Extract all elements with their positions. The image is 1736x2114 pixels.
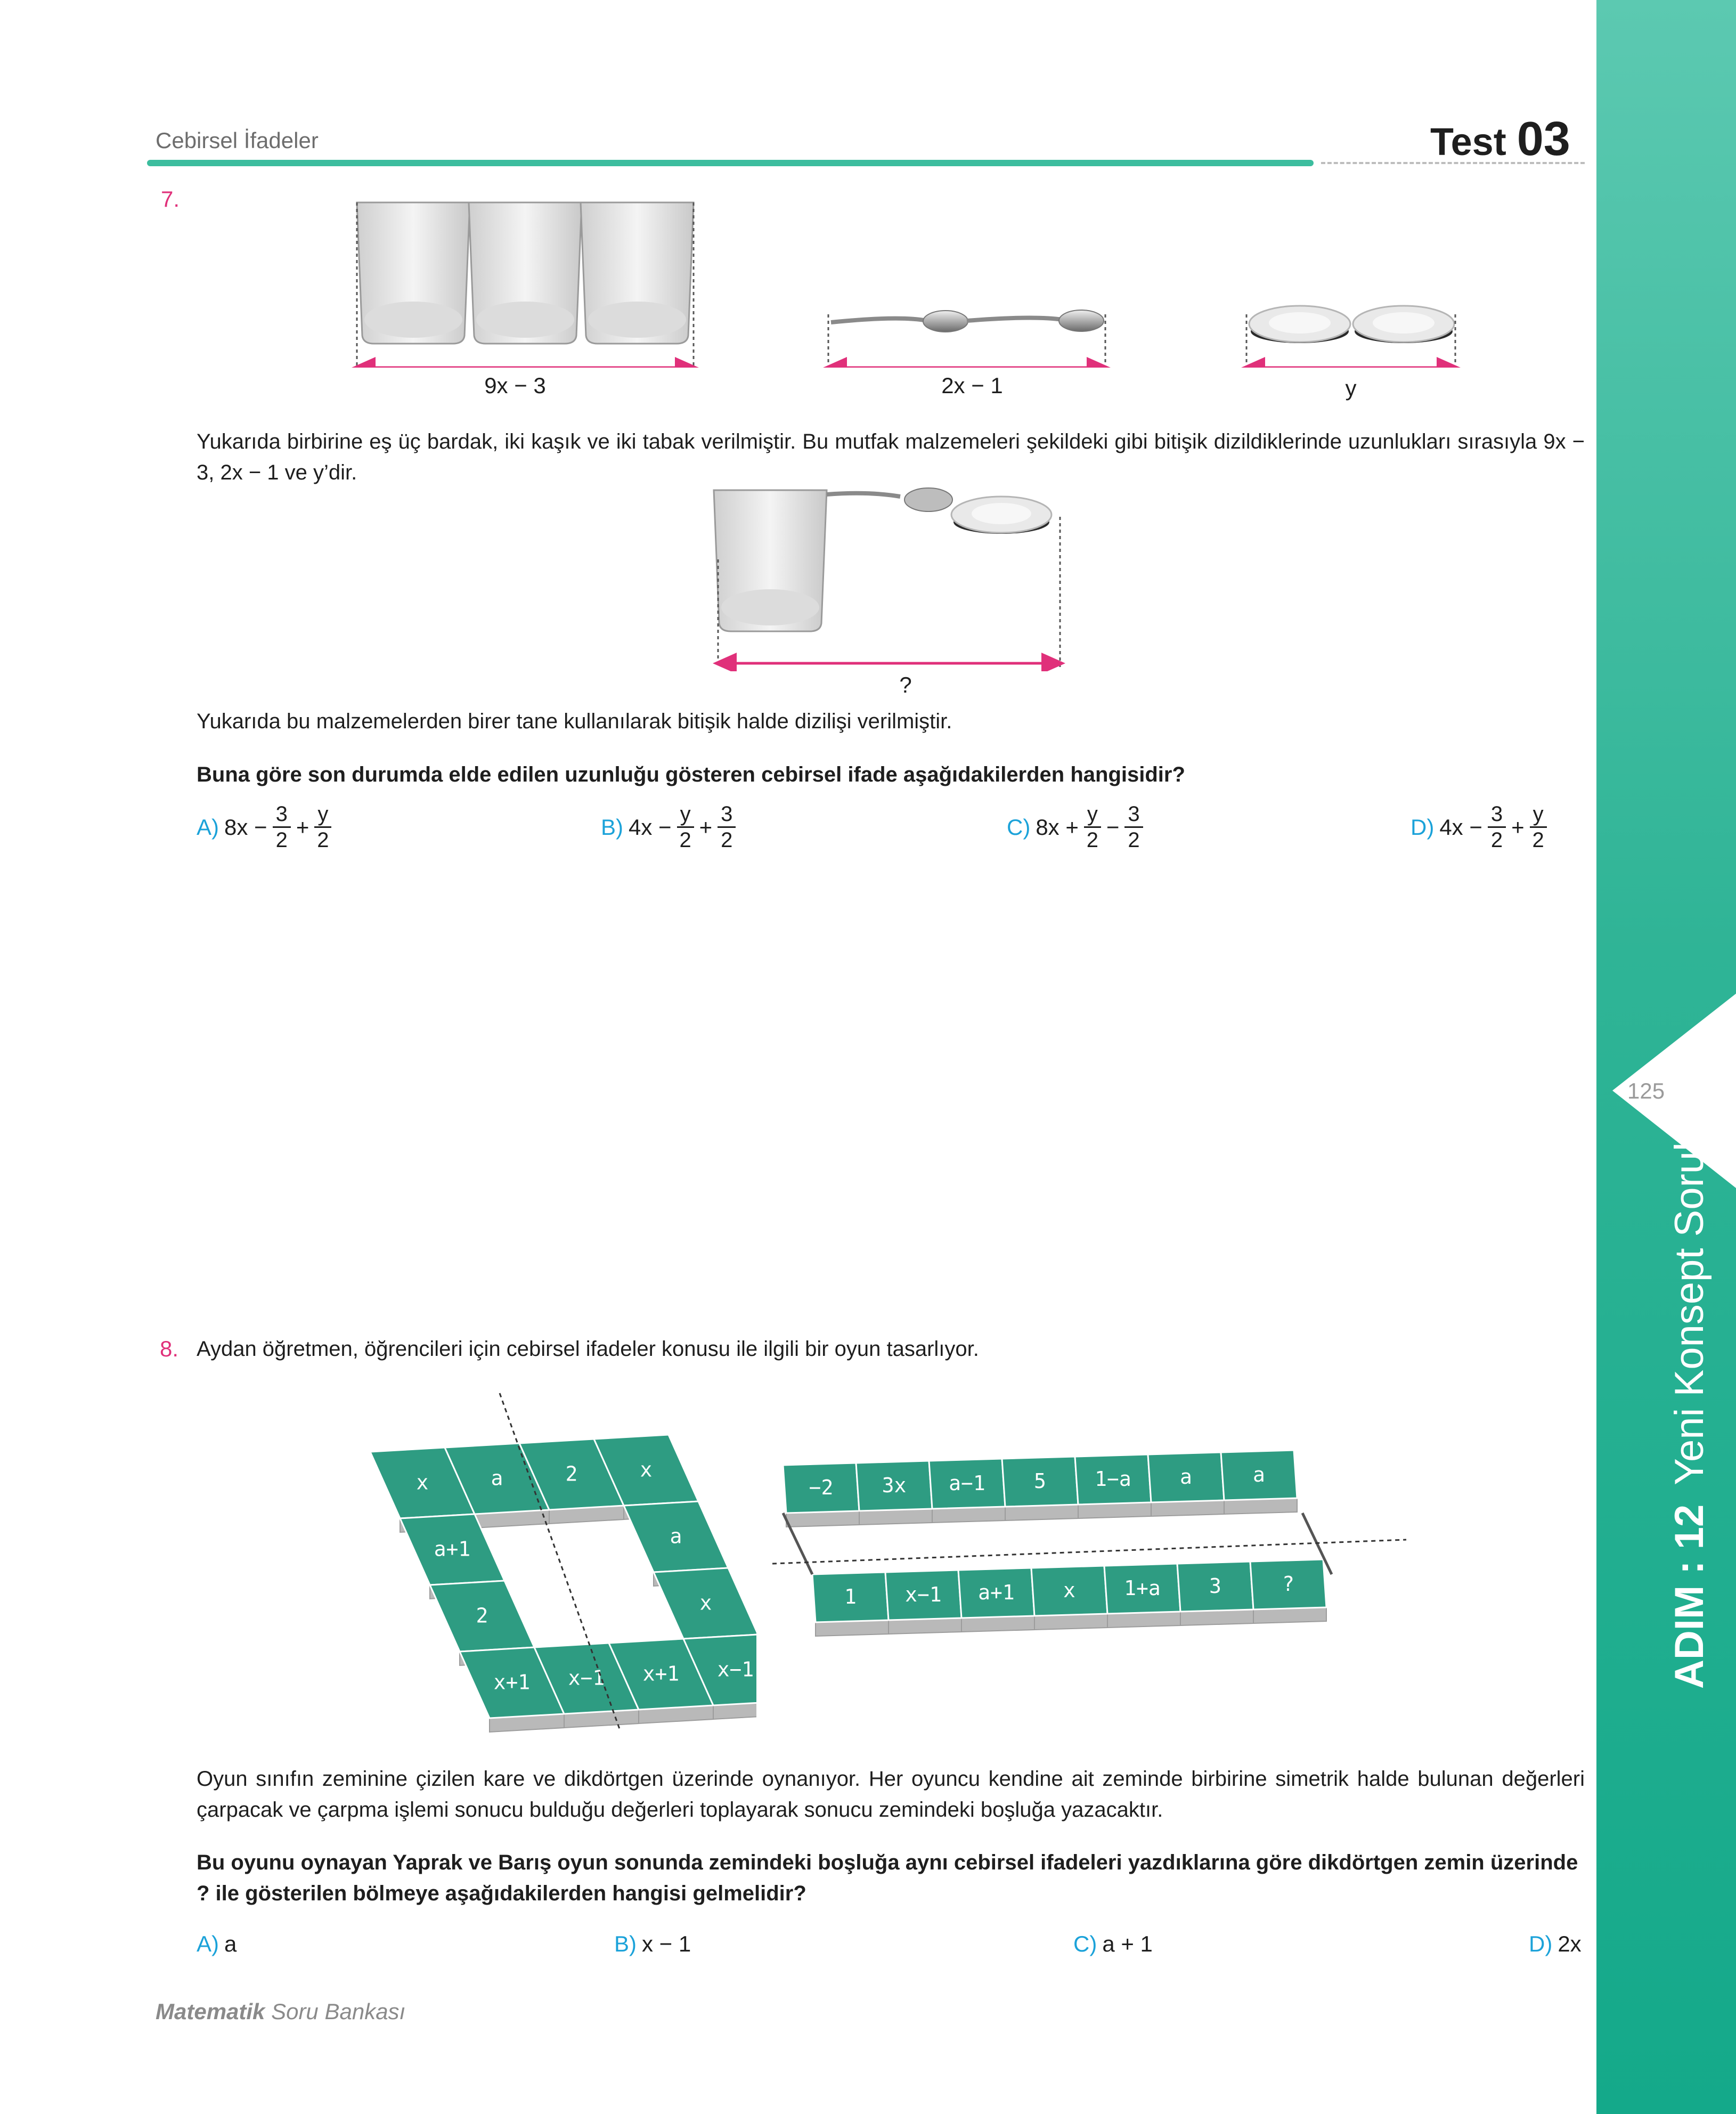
tile-label: ? <box>1282 1572 1294 1596</box>
tile-label: a <box>670 1524 682 1548</box>
tile-label: 1 <box>844 1585 857 1608</box>
tile-label: x <box>416 1470 429 1494</box>
question-7-number: 7. <box>161 186 180 212</box>
test-title <box>1430 112 1570 167</box>
option-term: 4x − <box>1439 814 1482 840</box>
fraction <box>718 802 736 852</box>
option-text: a <box>224 1931 237 1956</box>
numerator: 3 <box>1488 802 1506 828</box>
glasses-length-label: 9x − 3 <box>484 373 546 398</box>
question-7-paragraph-1: Yukarıda birbirine eş üç bardak, iki kaşık ve iki tabak verilmiştir. Bu mutfak malzemeleri şekildeki gibi bitişik dizildiklerinde uzunlukları sırasıyla 9x − 3, 2x − 1 ve y’dir. <box>197 430 1585 484</box>
page-number: 125 <box>1627 1078 1665 1103</box>
numerator: 3 <box>1124 802 1143 828</box>
tile-label: −2 <box>809 1476 834 1499</box>
fraction <box>273 802 291 852</box>
option-text: x − 1 <box>642 1931 691 1956</box>
tile-label: 3 <box>1209 1574 1221 1598</box>
tile-label: 1−a <box>1095 1467 1131 1491</box>
tile-label: x−1 <box>717 1657 754 1681</box>
tile-label: x <box>640 1458 653 1482</box>
fraction <box>314 802 331 852</box>
tile-label: a <box>491 1466 503 1490</box>
q7-option-b[interactable] <box>601 802 741 852</box>
option-letter: D) <box>1411 814 1435 840</box>
q7-option-d[interactable] <box>1411 802 1552 852</box>
question-8-question: Bu oyunu oynayan Yaprak ve Barış oyun sonunda zemindeki boşluğa aynı cebirsel ifadeleri yazdıklarına göre dikdörtgen zemin üzerinde ? ile gösterilen bölmeye aşağıdakilerden hangisi gelmelidir? <box>197 1851 1578 1905</box>
denominator: 2 <box>1128 828 1140 852</box>
question-8-paragraph: Oyun sınıfın zeminine çizilen kare ve dikdörtgen üzerinde oynanıyor. Her oyuncu kendine ait zeminde birbirine simetrik halde bulunan değerleri çarpacak ve çarpma işlemi sonucu bulduğu değerleri toplayarak sonucu zemindeki boşluğa yazacaktır. <box>197 1767 1585 1822</box>
topic-title: Cebirsel İfadeler <box>156 128 319 153</box>
fraction <box>677 802 694 852</box>
footer-series: Soru Bankası <box>271 1999 406 2024</box>
tile-label: x−1 <box>568 1666 605 1690</box>
section-title: Yeni Konsept Sorular <box>1667 1106 1712 1485</box>
q8-option-c[interactable] <box>1073 1931 1153 1957</box>
tile-label: a+1 <box>978 1581 1015 1604</box>
denominator: 2 <box>1086 828 1099 852</box>
denominator: 2 <box>1490 828 1503 852</box>
tile-label: 2 <box>476 1604 488 1628</box>
option-letter: D) <box>1529 1931 1553 1956</box>
option-operator: + <box>1511 814 1525 840</box>
numerator: y <box>1084 802 1101 828</box>
denominator: 2 <box>679 828 691 852</box>
numerator: y <box>314 802 331 828</box>
kitchen-items-figure <box>341 192 1481 368</box>
option-letter: C) <box>1007 814 1031 840</box>
question-7-question: Buna göre son durumda elde edilen uzunluğu gösteren cebirsel ifade aşağıdakilerden hangisidir? <box>197 763 1185 786</box>
option-term: 8x − <box>224 814 267 840</box>
tile-label: a−1 <box>949 1471 985 1495</box>
tile-label: x+1 <box>493 1670 531 1694</box>
option-letter: B) <box>601 814 623 840</box>
tile-label: 3x <box>882 1474 907 1497</box>
q8-option-d[interactable] <box>1529 1931 1582 1957</box>
glass-icon <box>714 490 827 631</box>
option-letter: C) <box>1073 1931 1097 1956</box>
test-number: 03 <box>1517 112 1570 166</box>
q7-option-c[interactable] <box>1007 802 1148 852</box>
glass-icon <box>357 202 694 344</box>
step-label: ADIM : 12 <box>1667 1504 1712 1689</box>
tile-label: x <box>1063 1579 1075 1602</box>
side-band-label <box>1666 1106 1713 1689</box>
option-term: 8x + <box>1036 814 1079 840</box>
option-operator: − <box>1106 814 1120 840</box>
spoons-length-label: 2x − 1 <box>941 373 1003 398</box>
question-8-intro: Aydan öğretmen, öğrencileri için cebirsel ifadeler konusu ile ilgili bir oyun tasarlıyor. <box>197 1337 979 1361</box>
tile-label: x <box>699 1591 712 1615</box>
denominator: 2 <box>275 828 288 852</box>
spoon-icon <box>831 310 1104 332</box>
q8-option-b[interactable] <box>614 1931 691 1957</box>
spoon-icon <box>827 488 952 511</box>
combined-items-figure <box>708 479 1081 671</box>
numerator: y <box>1530 802 1547 828</box>
tile-label: 2 <box>565 1462 578 1486</box>
option-operator: + <box>699 814 713 840</box>
tile-label: x−1 <box>905 1583 942 1606</box>
tile-label: 1+a <box>1124 1576 1161 1600</box>
footer-book-title <box>156 1999 405 2024</box>
option-letter: A) <box>197 814 219 840</box>
tile-label: a <box>1180 1465 1192 1489</box>
footer-subject: Matematik <box>156 1999 265 2024</box>
fraction <box>1084 802 1101 852</box>
question-8-number: 8. <box>160 1336 179 1361</box>
question-7-paragraph-2: Yukarıda bu malzemelerden birer tane kullanılarak bitişik halde dizilişi verilmiştir. <box>197 710 952 733</box>
denominator: 2 <box>721 828 733 852</box>
tile-label: 5 <box>1034 1469 1046 1493</box>
option-text: 2x <box>1558 1931 1582 1956</box>
square-board-figure <box>362 1385 756 1737</box>
header-rule <box>147 160 1314 166</box>
denominator: 2 <box>317 828 329 852</box>
q8-option-a[interactable] <box>197 1931 237 1957</box>
numerator: 3 <box>273 802 291 828</box>
rectangle-board-figure <box>767 1444 1422 1668</box>
tile-label: a <box>1253 1463 1265 1486</box>
plate-icon <box>951 497 1052 534</box>
combined-length-label: ? <box>899 672 912 697</box>
numerator: y <box>677 802 694 828</box>
tile-label: a+1 <box>434 1537 471 1561</box>
option-letter: A) <box>197 1931 219 1956</box>
fraction <box>1488 802 1506 852</box>
option-text: a + 1 <box>1102 1931 1153 1956</box>
option-term: 4x − <box>629 814 672 840</box>
denominator: 2 <box>1532 828 1544 852</box>
tile-label: x+1 <box>642 1662 680 1686</box>
option-letter: B) <box>614 1931 637 1956</box>
header-dashed-rule <box>1321 162 1585 164</box>
option-operator: + <box>296 814 309 840</box>
test-word: Test <box>1430 121 1506 164</box>
plate-icon <box>1249 306 1454 343</box>
numerator: 3 <box>718 802 736 828</box>
plates-length-label: y <box>1345 376 1357 401</box>
fraction <box>1530 802 1547 852</box>
fraction <box>1124 802 1143 852</box>
q7-option-a[interactable] <box>197 802 337 852</box>
